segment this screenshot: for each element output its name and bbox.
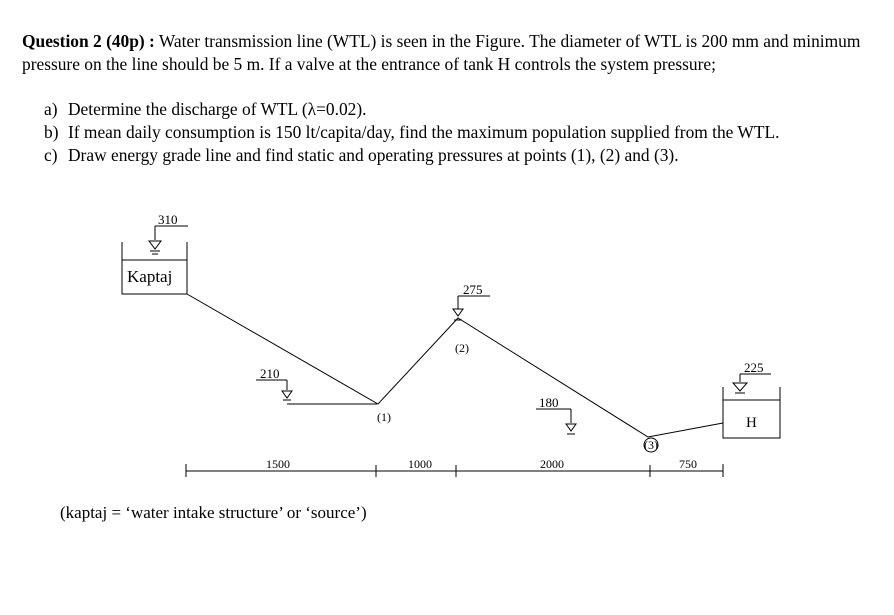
elev-210-label: 210 <box>260 366 280 381</box>
point-3-label: (3) <box>644 438 658 452</box>
item-c-text: Draw energy grade line and find static and operating pressures at points (1), (2) and (3). <box>68 145 679 165</box>
elev-210-triangle-icon <box>282 391 292 398</box>
end-level-triangle-icon <box>733 383 747 391</box>
end-level-label: 225 <box>744 360 764 375</box>
source-level-triangle-icon <box>149 241 161 249</box>
source-level-label: 310 <box>158 212 178 227</box>
item-a-text: Determine the discharge of WTL (λ=0.02). <box>68 99 367 119</box>
item-b-text: If mean daily consumption is 150 lt/capita/day, find the maximum population supplied from the WTL. <box>68 122 780 142</box>
elev-180-label: 180 <box>539 395 559 410</box>
point-2-label: (2) <box>455 341 469 355</box>
source-tank-name: Kaptaj <box>127 267 173 286</box>
elev-275-label: 275 <box>463 282 483 297</box>
item-a-label: a) <box>44 99 58 119</box>
question-heading: Question 2 (40p) : <box>22 31 155 51</box>
end-tank-name: H <box>746 415 757 431</box>
length-2-label: 1000 <box>408 457 432 471</box>
footnote: (kaptaj = ‘water intake structure’ or ‘source’) <box>60 503 367 522</box>
item-c-label: c) <box>44 145 58 165</box>
point-1-label: (1) <box>377 410 391 424</box>
length-1-label: 1500 <box>266 457 290 471</box>
item-b-label: b) <box>44 122 59 142</box>
length-4-label: 750 <box>679 457 697 471</box>
question-intro: Water transmission line (WTL) is seen in the Figure. The diameter of WTL is 200 mm and minimum pressure on the line should be 5 m. If a valve at the entrance of tank H controls the system pressure; <box>22 31 861 74</box>
elev-275-triangle-icon <box>453 309 463 316</box>
elev-180-triangle-icon <box>566 424 576 431</box>
length-3-label: 2000 <box>540 457 564 471</box>
